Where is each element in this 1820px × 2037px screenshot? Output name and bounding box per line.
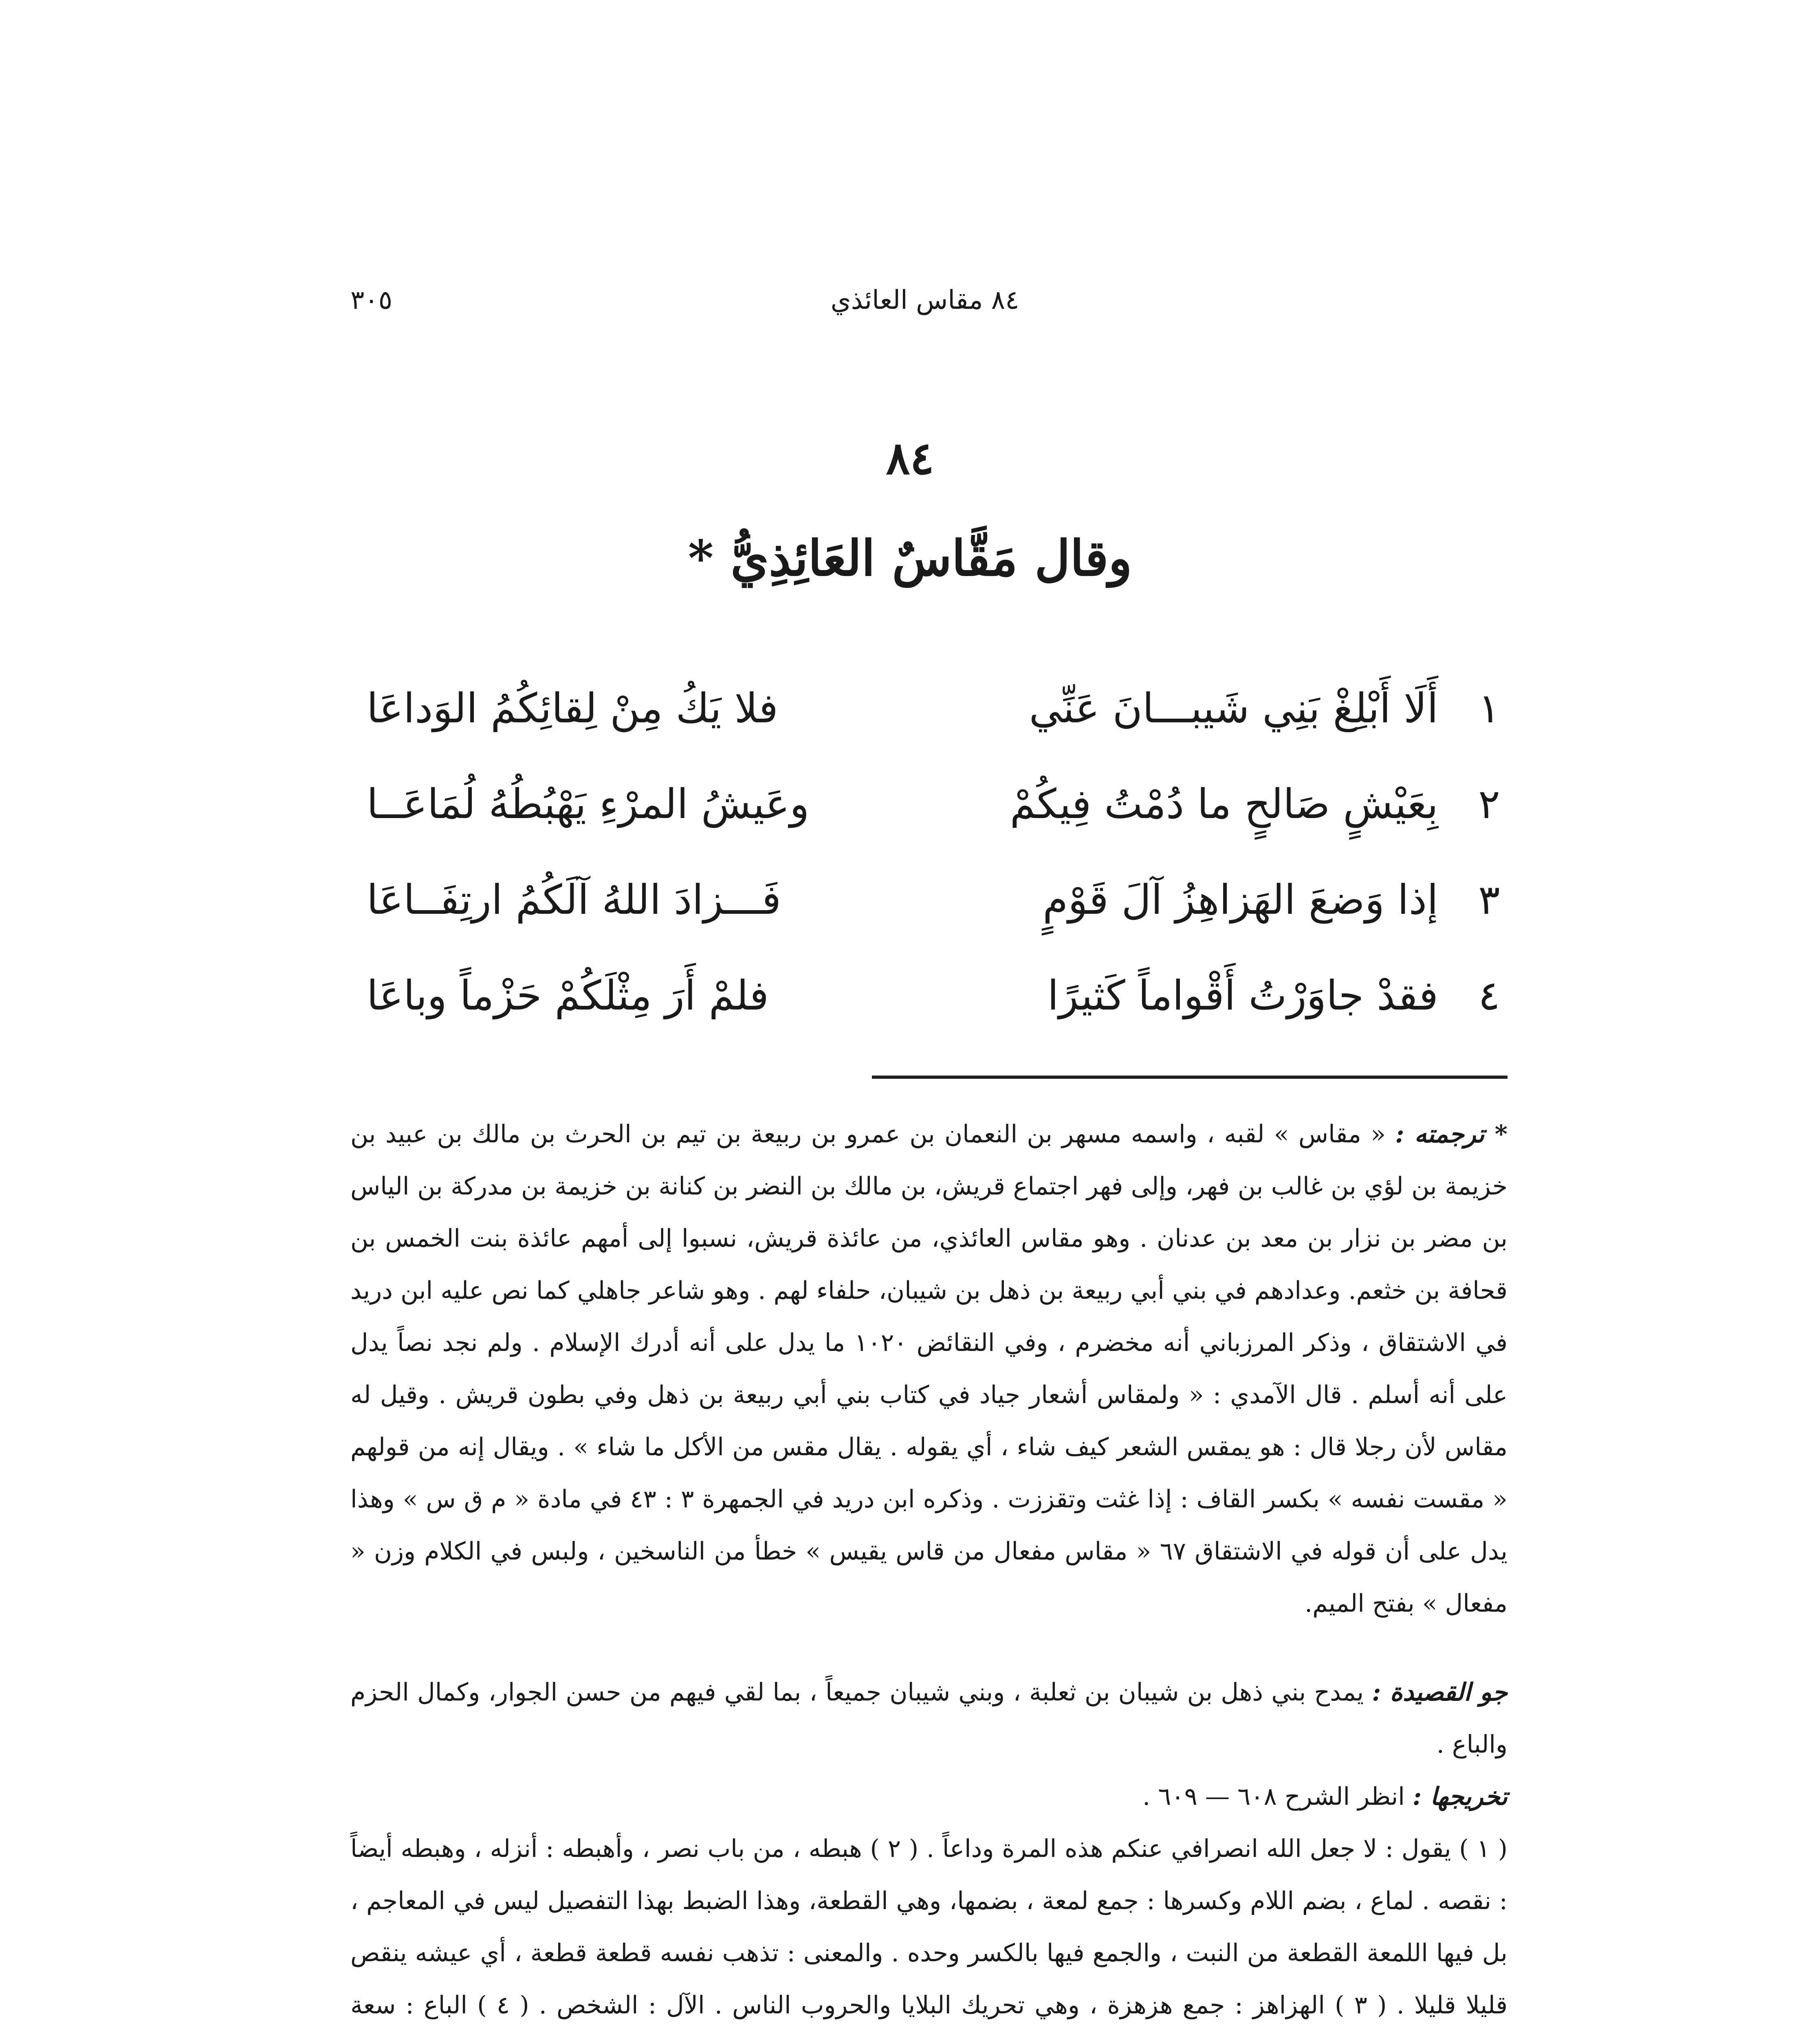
verse-4 — [367, 955, 1507, 1051]
verse-3 — [367, 860, 1507, 955]
verse-1 — [367, 668, 1507, 764]
verse-2 — [367, 764, 1507, 860]
takhrij-note — [350, 1771, 1507, 1823]
qasida-note — [350, 1666, 1507, 1771]
verse-second-hemistich: فلمْ أَرَ مِثْلَكُمْ حَزْماً وباعَا — [367, 972, 769, 1019]
commentary-text: ( ١ ) يقول : لا جعل الله انصرافي عنكم هذه المرة وداعاً . ( ٢ ) هبطه ، من باب نصر ، وأهبطه : أنزله ، وهبطه أيضاً : نقصه . لماع ، بضم اللام وكسرها : جمع لمعة ، بضمها، وهي القطعة، وهذا الضبط بهذا التفصيل ليس في المعاجم ، بل فيها اللمعة القطعة من النبت ، والجمع فيها بالكسر وحده . والمعنى : تذهب نفسه قطعة قطعة ، أي عيشه ينقص قليلا قليلا . ( ٣ ) الهزاهز : جمع هزهزة ، وهي تحريك البلايا والحروب الناس . الآل : الشخص . ( ٤ ) الباع : سعة — [350, 1835, 1507, 2019]
running-title: ٨٤ مقاس العائذي — [830, 285, 1019, 315]
verse-second-hemistich: وعَيشُ المرْءِ يَهْبُطُهُ لُمَاعَــا — [367, 780, 810, 828]
commentary-note — [350, 1823, 1507, 2037]
biography-label: * ترجمته : — [1395, 1120, 1507, 1148]
page-number: ٣٠٥ — [350, 285, 393, 315]
spacer — [350, 1630, 1507, 1666]
poem-title: وقال مَقَّاسٌ العَائِذِيُّ * — [688, 530, 1132, 587]
verse-number: ٤ — [1478, 972, 1500, 1019]
biography-note — [350, 1108, 1507, 1630]
verse-second-hemistich: فَـــزادَ اللهُ آلَكُمُ ارتِفَــاعَا — [367, 876, 781, 924]
poem-number: ٨٤ — [886, 432, 934, 484]
verse-first-hemistich: إذا وَضعَ الهَزاهِزُ آلَ قَوْمٍ — [1043, 876, 1438, 924]
verse-first-hemistich: بِعَيْشٍ صَالحٍ ما دُمْتُ فِيكُمْ — [1010, 780, 1438, 828]
verse-number: ٢ — [1478, 780, 1500, 828]
verse-first-hemistich: أَلَا أَبْلِغْ بَنِي شَيبـــانَ عَنِّي — [1029, 684, 1438, 732]
footnote-divider — [872, 1076, 1507, 1079]
verses — [367, 668, 1507, 1051]
qasida-label: جو القصيدة : — [1372, 1678, 1508, 1707]
qasida-text: يمدح بني ذهل بن شيبان بن ثعلبة ، وبني شيبان جميعاً ، بما لقي فيهم من حسن الجوار، وكمال الحزم والباع . — [350, 1678, 1507, 1759]
verse-first-hemistich: فقدْ جاوَرْتُ أَقْواماً كَثيرًا — [1047, 972, 1438, 1019]
verse-number: ١ — [1478, 684, 1500, 732]
verse-second-hemistich: فلا يَكُ مِنْ لِقائِكُمُ الوَداعَا — [367, 684, 778, 732]
biography-text: « مقاس » لقبه ، واسمه مسهر بن النعمان بن عمرو بن ربيعة بن تيم بن الحرث بن مالك بن عبيد بن خزيمة بن لؤي بن غالب بن فهر، وإلى فهر اجتماع قريش، بن مالك بن النضر بن كنانة بن خزيمة بن مدركة بن الياس بن مضر بن نزار بن معد بن عدنان . وهو مقاس العائذي، من عائذة قريش، نسبوا إلى أمهم عائذة بنت الخمس بن قحافة بن خثعم. وعدادهم في بني أبي ربيعة بن ذهل بن شيبان، حلفاء لهم . وهو شاعر جاهلي كما نص عليه ابن دريد في الاشتقاق ، وذكر المرزباني أنه مخضرم ، وفي النقائض ١٠٢٠ ما يدل على أنه أدرك الإسلام . ولم نجد نصاً يدل على أنه أسلم . قال الآمدي : « ولمقاس أشعار جياد في كتاب بني أبي ربيعة بن ذهل وفي بطون قريش . وقيل له مقاس لأن رجلا قال : هو يمقس الشعر كيف شاء ، أي يقوله . يقال مقس من الأكل ما شاء » . ويقال إنه من قولهم « مقست نفسه » بكسر القاف : إذا غثت وتقززت . وذكره ابن دريد في الجمهرة ٣ : ٤٣ في مادة « م ق س » وهذا يدل على أن قوله في الاشتقاق ٦٧ « مقاس مفعال من قاس يقيس » خطأ من الناسخين ، ولبس في الكلام وزن « مفعال » بفتح الميم. — [350, 1120, 1508, 1618]
running-header — [350, 285, 1499, 330]
notes — [350, 1108, 1507, 2037]
takhrij-label: تخريجها : — [1413, 1782, 1507, 1811]
takhrij-text: انظر الشرح ٦٠٨ — ٦٠٩ . — [1142, 1782, 1405, 1811]
verse-number: ٣ — [1478, 876, 1500, 924]
